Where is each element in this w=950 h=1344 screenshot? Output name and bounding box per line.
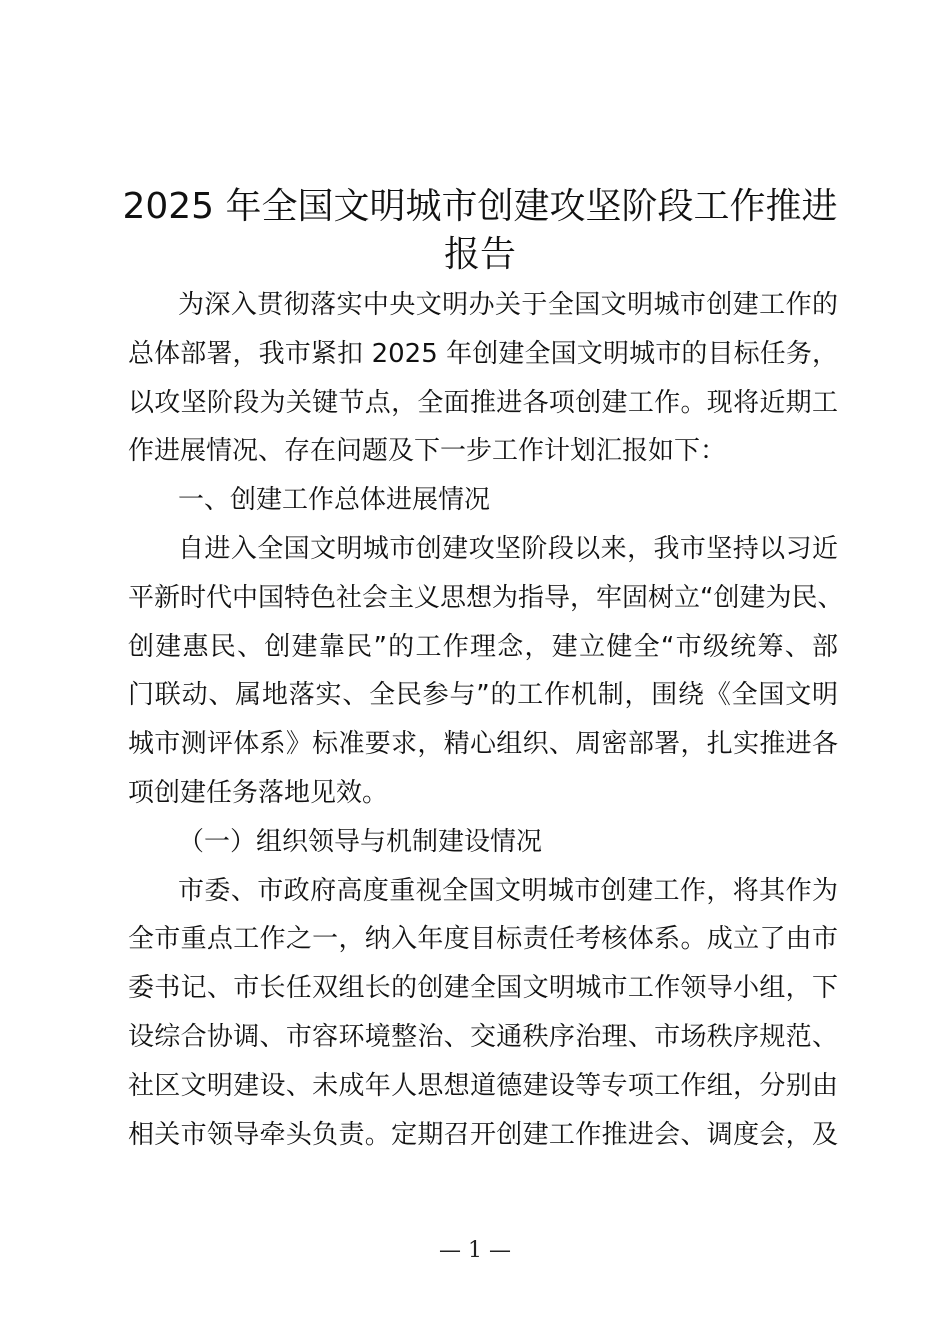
body-line: 一、创建工作总体进展情况 [178,485,491,516]
body-line: 设综合协调、市容环境整治、交通秩序治理、市场秩序规范、 [128,1021,838,1052]
body-line: 创建惠民、创建靠民”的工作理念，建立健全“市级统筹、部 [128,631,838,662]
body-line: 门联动、属地落实、全民参与”的工作机制，围绕《全国文明 [128,680,838,711]
body-line: 为深入贯彻落实中央文明办关于全国文明城市创建工作的 [178,290,838,320]
page-number: — 1 — [439,1238,511,1263]
body-line: 全市重点工作之一，纳入年度目标责任考核体系。成立了由市 [128,924,838,955]
body-line: 自进入全国文明城市创建攻坚阶段以来，我市坚持以习近 [178,533,838,564]
document-body [128,281,844,1159]
body-line: 作进展情况、存在问题及下一步工作计划汇报如下： [128,436,727,467]
document-title-line2: 报告 [443,234,516,275]
body-line: 市委、市政府高度重视全国文明城市创建工作，将其作为 [178,875,838,906]
body-line: 委书记、市长任双组长的创建全国文明城市工作领导小组，下 [128,973,838,1004]
body-line: （一）组织领导与机制建设情况 [178,826,543,857]
body-line: 城市测评体系》标准要求，精心组织、周密部署，扎实推进各 [128,729,838,760]
body-line: 平新时代中国特色社会主义思想为指导，牢固树立“创建为民、 [128,582,844,613]
body-line: 以攻坚阶段为关键节点，全面推进各项创建工作。现将近期工 [128,387,838,418]
body-line: 社区文明建设、未成年人思想道德建设等专项工作组，分别由 [128,1070,838,1101]
body-line: 总体部署，我市紧扣 2025 年创建全国文明城市的目标任务， [128,338,838,369]
body-line: 相关市领导牵头负责。定期召开创建工作推进会、调度会，及 [128,1119,838,1150]
document-title-line1: 2025 年全国文明城市创建攻坚阶段工作推进 [122,186,838,227]
body-line: 项创建任务落地见效。 [128,777,389,808]
